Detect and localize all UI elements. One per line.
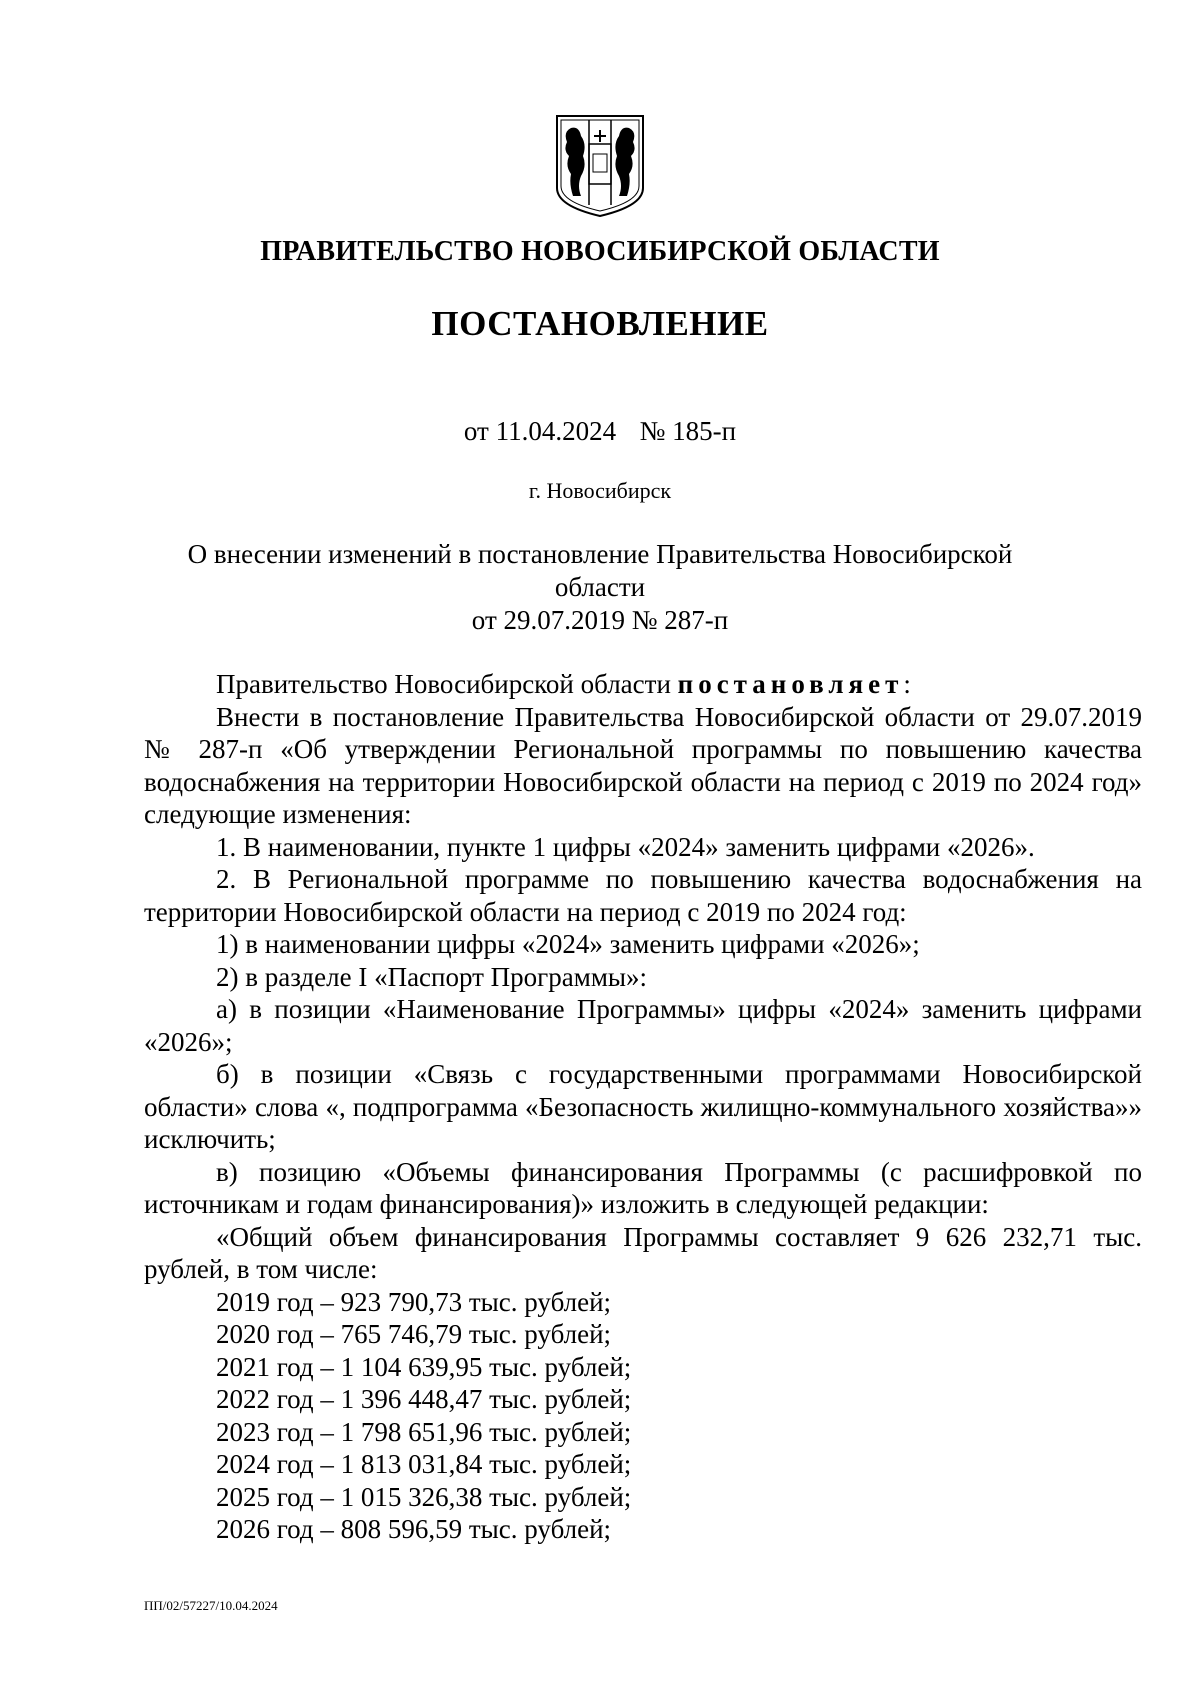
body-paragraph: а) в позиции «Наименование Программы» цифры «2024» заменить цифрами «2026»; <box>144 994 1142 1057</box>
subject-line-1: О внесении изменений в постановление Правительства Новосибирской области <box>187 539 1013 602</box>
funding-year-line: 2020 год – 765 746,79 тыс. рублей; <box>216 1319 612 1349</box>
funding-year-line: 2022 год – 1 396 448,47 тыс. рублей; <box>216 1384 632 1414</box>
resolves-colon: : <box>903 669 911 699</box>
preamble-text: Правительство Новосибирской области <box>216 669 671 699</box>
body-paragraph: 1. В наименовании, пункте 1 цифры «2024» заменить цифрами «2026». <box>216 831 1035 862</box>
preamble-paragraph <box>144 668 1142 701</box>
document-code: ПП/02/57227/10.04.2024 <box>144 1598 278 1613</box>
coat-of-arms-icon <box>553 110 647 220</box>
body-paragraph: б) в позиции «Связь с государственными программами Новосибирской области» слова «, подпрограмма «Безопасность жилищно-коммунального хозяйства»» исключить; <box>144 1059 1142 1154</box>
date-prefix: от <box>463 416 489 446</box>
subject-line-2: от 29.07.2019 № 287-п <box>471 605 729 635</box>
body-paragraph: в) позицию «Объемы финансирования Программы (с расшифровкой по источникам и годам финансирования)» изложить в следующей редакции: <box>144 1156 1142 1219</box>
document-number: 185-п <box>672 416 737 446</box>
funding-year-line: 2021 год – 1 104 639,95 тыс. рублей; <box>216 1351 632 1382</box>
funding-year-line: 2026 год – 808 596,59 тыс. рублей; <box>216 1514 612 1544</box>
document-date: 11.04.2024 <box>495 416 617 446</box>
date-number-line <box>0 416 1200 447</box>
funding-year-line: 2023 год – 1 798 651,96 тыс. рублей; <box>216 1416 632 1447</box>
document-body <box>144 668 1142 1546</box>
funding-year-line: 2019 год – 923 790,73 тыс. рублей; <box>216 1286 612 1317</box>
body-paragraph: Внести в постановление Правительства Новосибирской области от 29.07.2019 № 287-п «Об утверждении Региональной программы по повышению качества водоснабжения на территории Новосибирской области на период с 2019 по 2024 год» следующие изменения: <box>144 701 1142 829</box>
number-prefix: № <box>639 416 666 446</box>
document-type-title: ПОСТАНОВЛЕНИЕ <box>431 304 769 343</box>
body-paragraph: «Общий объем финансирования Программы составляет 9 626 232,71 тыс. рублей, в том числе: <box>144 1221 1142 1284</box>
funding-year-line: 2025 год – 1 015 326,38 тыс. рублей; <box>216 1481 632 1512</box>
body-paragraph: 2) в разделе I «Паспорт Программы»: <box>216 961 648 992</box>
funding-year-line: 2024 год – 1 813 031,84 тыс. рублей; <box>216 1449 632 1479</box>
body-paragraph: 2. В Региональной программе по повышению качества водоснабжения на территории Новосибирской области на период с 2019 по 2024 год: <box>144 864 1142 927</box>
organization-title: ПРАВИТЕЛЬСТВО НОВОСИБИРСКОЙ ОБЛАСТИ <box>260 236 940 267</box>
document-subject <box>150 538 1050 637</box>
body-paragraph: 1) в наименовании цифры «2024» заменить цифрами «2026»; <box>216 929 920 959</box>
city-line: г. Новосибирск <box>528 478 672 503</box>
resolves-word: постановляет <box>677 669 904 699</box>
